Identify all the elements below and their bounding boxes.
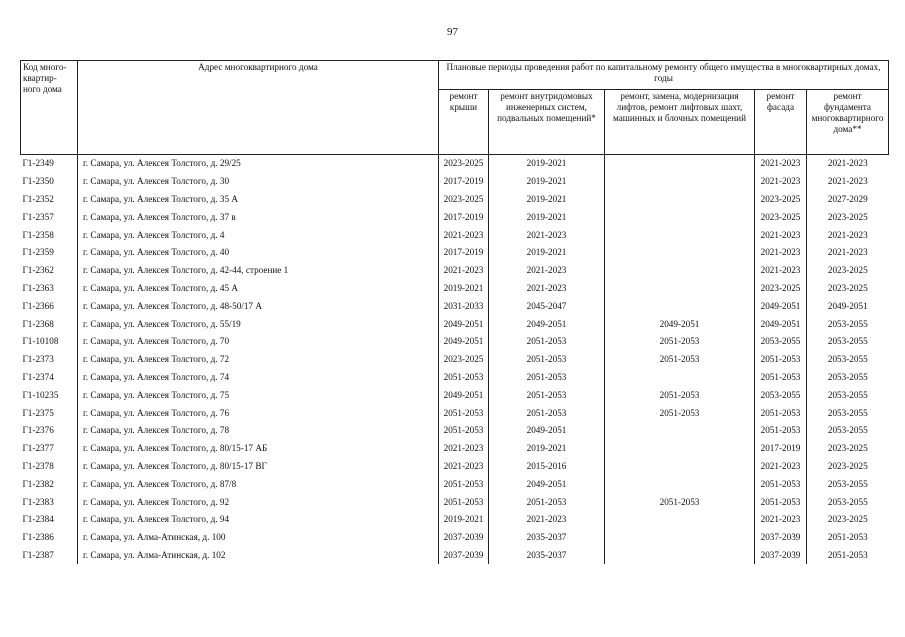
- cell-address: г. Самара, ул. Алексея Толстого, д. 30: [78, 173, 439, 191]
- cell-roof: 2031-2033: [439, 297, 489, 315]
- cell-foundation: 2051-2053: [827, 550, 868, 560]
- cell-code: Г1-2386: [21, 529, 78, 547]
- cell-foundation: 2053-2055: [827, 354, 868, 365]
- cell-address: г. Самара, ул. Алексея Толстого, д. 45 А: [78, 280, 439, 298]
- cell-systems: 2021-2023: [489, 511, 605, 529]
- cell-lifts: 2049-2051: [605, 315, 755, 333]
- cell-code: Г1-2384: [21, 511, 78, 529]
- cell-address: г. Самара, ул. Алма-Атинская, д. 102: [78, 547, 439, 565]
- table-row: [21, 208, 889, 226]
- cell-code: Г1-2368: [21, 315, 78, 333]
- cell-foundation: 2051-2053: [827, 532, 868, 543]
- cell-systems: 2019-2021: [489, 208, 605, 226]
- cell-facade: 2051-2053: [755, 404, 807, 422]
- cell-address: г. Самара, ул. Алексея Толстого, д. 74: [78, 369, 439, 387]
- cell-foundation: 2023-2025: [827, 443, 868, 454]
- header-lifts: ремонт, замена, модернизация лифтов, ремонт лифтовых шахт, машинных и блочных помещений: [605, 90, 755, 155]
- cell-roof: 2019-2021: [439, 511, 489, 529]
- cell-roof: 2049-2051: [439, 333, 489, 351]
- cell-code: Г1-2363: [21, 280, 78, 298]
- cell-systems: 2051-2053: [489, 404, 605, 422]
- cell-lifts: 2051-2053: [605, 404, 755, 422]
- cell-facade: 2037-2039: [755, 529, 807, 547]
- cell-facade: 2037-2039: [755, 547, 807, 565]
- cell-lifts: [605, 440, 755, 458]
- cell-address: г. Самара, ул. Алексея Толстого, д. 4: [78, 226, 439, 244]
- cell-systems: 2021-2023: [489, 280, 605, 298]
- cell-address: г. Самара, ул. Алексея Толстого, д. 92: [78, 493, 439, 511]
- cell-roof: 2023-2025: [439, 155, 489, 173]
- table-row: [21, 262, 889, 280]
- cell-code: Г1-2376: [21, 422, 78, 440]
- cell-code: Г1-2352: [21, 191, 78, 209]
- cell-roof: 2051-2053: [439, 493, 489, 511]
- table-row: [21, 191, 889, 209]
- table-row: [21, 315, 889, 333]
- cell-systems: 2051-2053: [489, 351, 605, 369]
- cell-roof: 2017-2019: [439, 208, 489, 226]
- cell-systems: 2035-2037: [489, 529, 605, 547]
- cell-address: г. Самара, ул. Алексея Толстого, д. 35 А: [78, 191, 439, 209]
- header-periods: Плановые периоды проведения работ по капитальному ремонту общего имущества в многоквартирных домах, годы: [439, 61, 889, 90]
- table-row: [21, 244, 889, 262]
- cell-foundation: 2023-2025: [827, 461, 868, 472]
- cell-code: Г1-2358: [21, 226, 78, 244]
- capital-repair-table: [20, 60, 889, 564]
- cell-facade: 2053-2055: [755, 333, 807, 351]
- cell-lifts: [605, 226, 755, 244]
- cell-foundation: 2023-2025: [827, 211, 868, 222]
- table-row: [21, 458, 889, 476]
- cell-roof: 2037-2039: [439, 529, 489, 547]
- cell-facade: 2021-2023: [755, 262, 807, 280]
- cell-facade: 2021-2023: [755, 458, 807, 476]
- cell-facade: 2021-2023: [755, 226, 807, 244]
- cell-foundation: 2053-2055: [827, 389, 868, 400]
- cell-foundation: 2049-2051: [827, 300, 868, 311]
- cell-code: Г1-2387: [21, 547, 78, 565]
- cell-code: Г1-2357: [21, 208, 78, 226]
- cell-code: Г1-2377: [21, 440, 78, 458]
- cell-address: г. Самара, ул. Алексея Толстого, д. 76: [78, 404, 439, 422]
- table-row: [21, 511, 889, 529]
- table-row: [21, 440, 889, 458]
- cell-facade: 2023-2025: [755, 191, 807, 209]
- cell-foundation: 2053-2055: [827, 496, 868, 507]
- table-row: [21, 173, 889, 191]
- cell-lifts: [605, 280, 755, 298]
- cell-lifts: [605, 511, 755, 529]
- cell-roof: 2051-2053: [439, 422, 489, 440]
- cell-lifts: 2051-2053: [605, 333, 755, 351]
- table-body: [21, 155, 889, 565]
- cell-foundation: 2021-2023: [807, 155, 889, 173]
- cell-lifts: [605, 547, 755, 565]
- cell-lifts: [605, 262, 755, 280]
- cell-code: Г1-2362: [21, 262, 78, 280]
- cell-facade: 2021-2023: [755, 155, 807, 173]
- cell-code: Г1-2375: [21, 404, 78, 422]
- table-row: [21, 351, 889, 369]
- cell-address: г. Самара, ул. Алексея Толстого, д. 70: [78, 333, 439, 351]
- cell-lifts: [605, 529, 755, 547]
- cell-code: Г1-10235: [21, 386, 78, 404]
- header-systems: ремонт внутридомовых инженерных систем, подвальных помещений*: [489, 90, 605, 155]
- cell-foundation: 2023-2025: [827, 265, 868, 276]
- cell-address: г. Самара, ул. Алексея Толстого, д. 40: [78, 244, 439, 262]
- cell-foundation: 2023-2025: [827, 514, 868, 525]
- cell-address: г. Самара, ул. Алексея Толстого, д. 80/15-17 ВГ: [78, 458, 439, 476]
- table-row: [21, 547, 889, 565]
- cell-roof: 2021-2023: [439, 262, 489, 280]
- cell-roof: 2049-2051: [439, 386, 489, 404]
- cell-systems: 2021-2023: [489, 226, 605, 244]
- cell-roof: 2017-2019: [439, 244, 489, 262]
- cell-systems: 2051-2053: [489, 369, 605, 387]
- cell-lifts: [605, 244, 755, 262]
- cell-code: Г1-2359: [21, 244, 78, 262]
- cell-lifts: [605, 475, 755, 493]
- cell-address: г. Самара, ул. Алексея Толстого, д. 78: [78, 422, 439, 440]
- table-row: [21, 297, 889, 315]
- cell-facade: 2021-2023: [755, 511, 807, 529]
- cell-systems: 2045-2047: [489, 297, 605, 315]
- table-row: [21, 529, 889, 547]
- cell-systems: 2049-2051: [489, 315, 605, 333]
- cell-systems: 2019-2021: [489, 155, 605, 173]
- cell-code: Г1-2374: [21, 369, 78, 387]
- cell-lifts: 2051-2053: [605, 351, 755, 369]
- table-row: [21, 404, 889, 422]
- cell-roof: 2037-2039: [439, 547, 489, 565]
- cell-address: г. Самара, ул. Алексея Толстого, д. 80/15-17 АБ: [78, 440, 439, 458]
- cell-systems: 2049-2051: [489, 422, 605, 440]
- table-row: [21, 333, 889, 351]
- cell-address: г. Самара, ул. Алексея Толстого, д. 75: [78, 386, 439, 404]
- cell-lifts: [605, 173, 755, 191]
- cell-code: Г1-2373: [21, 351, 78, 369]
- cell-address: г. Самара, ул. Алексея Толстого, д. 87/8: [78, 475, 439, 493]
- cell-foundation: 2021-2023: [827, 229, 868, 240]
- cell-facade: 2051-2053: [755, 493, 807, 511]
- cell-roof: 2019-2021: [439, 280, 489, 298]
- cell-code: Г1-2366: [21, 297, 78, 315]
- cell-address: г. Самара, ул. Алексея Толстого, д. 42-44, строение 1: [78, 262, 439, 280]
- cell-systems: 2051-2053: [489, 333, 605, 351]
- cell-code: Г1-2382: [21, 475, 78, 493]
- cell-lifts: 2051-2053: [605, 386, 755, 404]
- cell-foundation: 2027-2029: [827, 194, 868, 205]
- cell-lifts: [605, 297, 755, 315]
- cell-systems: 2019-2021: [489, 440, 605, 458]
- cell-roof: 2017-2019: [439, 173, 489, 191]
- cell-roof: 2021-2023: [439, 458, 489, 476]
- table-row: [21, 369, 889, 387]
- cell-facade: 2023-2025: [755, 280, 807, 298]
- cell-address: г. Самара, ул. Алексея Толстого, д. 72: [78, 351, 439, 369]
- cell-lifts: 2051-2053: [605, 493, 755, 511]
- table-row: [21, 386, 889, 404]
- header-code: Код много- квартир- ного дома: [21, 61, 78, 155]
- cell-address: г. Самара, ул. Алексея Толстого, д. 48-50/17 А: [78, 297, 439, 315]
- cell-systems: 2019-2021: [489, 173, 605, 191]
- cell-address: г. Самара, ул. Алма-Атинская, д. 100: [78, 529, 439, 547]
- cell-code: Г1-2378: [21, 458, 78, 476]
- cell-address: г. Самара, ул. Алексея Толстого, д. 55/19: [78, 315, 439, 333]
- cell-address: г. Самара, ул. Алексея Толстого, д. 29/25: [78, 155, 439, 173]
- cell-code: Г1-2383: [21, 493, 78, 511]
- header-address: Адрес многоквартирного дома: [78, 61, 439, 155]
- cell-foundation: 2053-2055: [827, 318, 868, 329]
- cell-roof: 2023-2025: [439, 351, 489, 369]
- cell-facade: 2021-2023: [755, 173, 807, 191]
- cell-systems: 2021-2023: [489, 262, 605, 280]
- cell-address: г. Самара, ул. Алексея Толстого, д. 37 в: [78, 208, 439, 226]
- cell-facade: 2053-2055: [755, 386, 807, 404]
- cell-lifts: [605, 458, 755, 476]
- cell-roof: 2049-2051: [439, 315, 489, 333]
- table-row: [21, 422, 889, 440]
- cell-foundation: 2023-2025: [827, 283, 868, 294]
- cell-roof: 2021-2023: [439, 440, 489, 458]
- cell-facade: 2049-2051: [755, 297, 807, 315]
- cell-roof: 2051-2053: [439, 475, 489, 493]
- cell-facade: 2049-2051: [755, 315, 807, 333]
- cell-systems: 2015-2016: [489, 458, 605, 476]
- cell-systems: 2019-2021: [489, 244, 605, 262]
- cell-code: Г1-2349: [21, 155, 78, 173]
- table-row: [21, 475, 889, 493]
- header-foundation: ремонт фундамента многоквартирного дома**: [807, 90, 889, 155]
- cell-foundation: 2021-2023: [827, 176, 868, 187]
- cell-systems: 2051-2053: [489, 493, 605, 511]
- cell-lifts: [605, 422, 755, 440]
- cell-lifts: [605, 369, 755, 387]
- cell-foundation: 2053-2055: [827, 336, 868, 347]
- cell-facade: 2051-2053: [755, 422, 807, 440]
- header-facade: ремонт фасада: [755, 90, 807, 155]
- cell-roof: 2051-2053: [439, 404, 489, 422]
- cell-lifts: [605, 191, 755, 209]
- cell-facade: 2051-2053: [755, 475, 807, 493]
- page-number: 97: [447, 26, 458, 38]
- cell-facade: 2023-2025: [755, 208, 807, 226]
- cell-roof: 2023-2025: [439, 191, 489, 209]
- table-row: [21, 280, 889, 298]
- cell-facade: 2051-2053: [755, 369, 807, 387]
- cell-systems: 2049-2051: [489, 475, 605, 493]
- cell-foundation: 2053-2055: [827, 407, 868, 418]
- cell-code: Г1-2350: [21, 173, 78, 191]
- cell-address: г. Самара, ул. Алексея Толстого, д. 94: [78, 511, 439, 529]
- cell-roof: 2021-2023: [439, 226, 489, 244]
- cell-facade: 2017-2019: [755, 440, 807, 458]
- cell-foundation: 2053-2055: [827, 425, 868, 436]
- cell-systems: 2051-2053: [489, 386, 605, 404]
- cell-systems: 2019-2021: [489, 191, 605, 209]
- cell-roof: 2051-2053: [439, 369, 489, 387]
- cell-systems: 2035-2037: [489, 547, 605, 565]
- cell-foundation: 2053-2055: [827, 372, 868, 383]
- cell-facade: 2051-2053: [755, 351, 807, 369]
- cell-code: Г1-10108: [21, 333, 78, 351]
- header-roof: ремонт крыши: [439, 90, 489, 155]
- cell-foundation: 2021-2023: [827, 247, 868, 258]
- table-row: [21, 493, 889, 511]
- table-row: [21, 226, 889, 244]
- cell-facade: 2021-2023: [755, 244, 807, 262]
- cell-lifts: [605, 208, 755, 226]
- cell-lifts: [605, 155, 755, 173]
- table-row: [21, 155, 889, 173]
- cell-foundation: 2053-2055: [827, 478, 868, 489]
